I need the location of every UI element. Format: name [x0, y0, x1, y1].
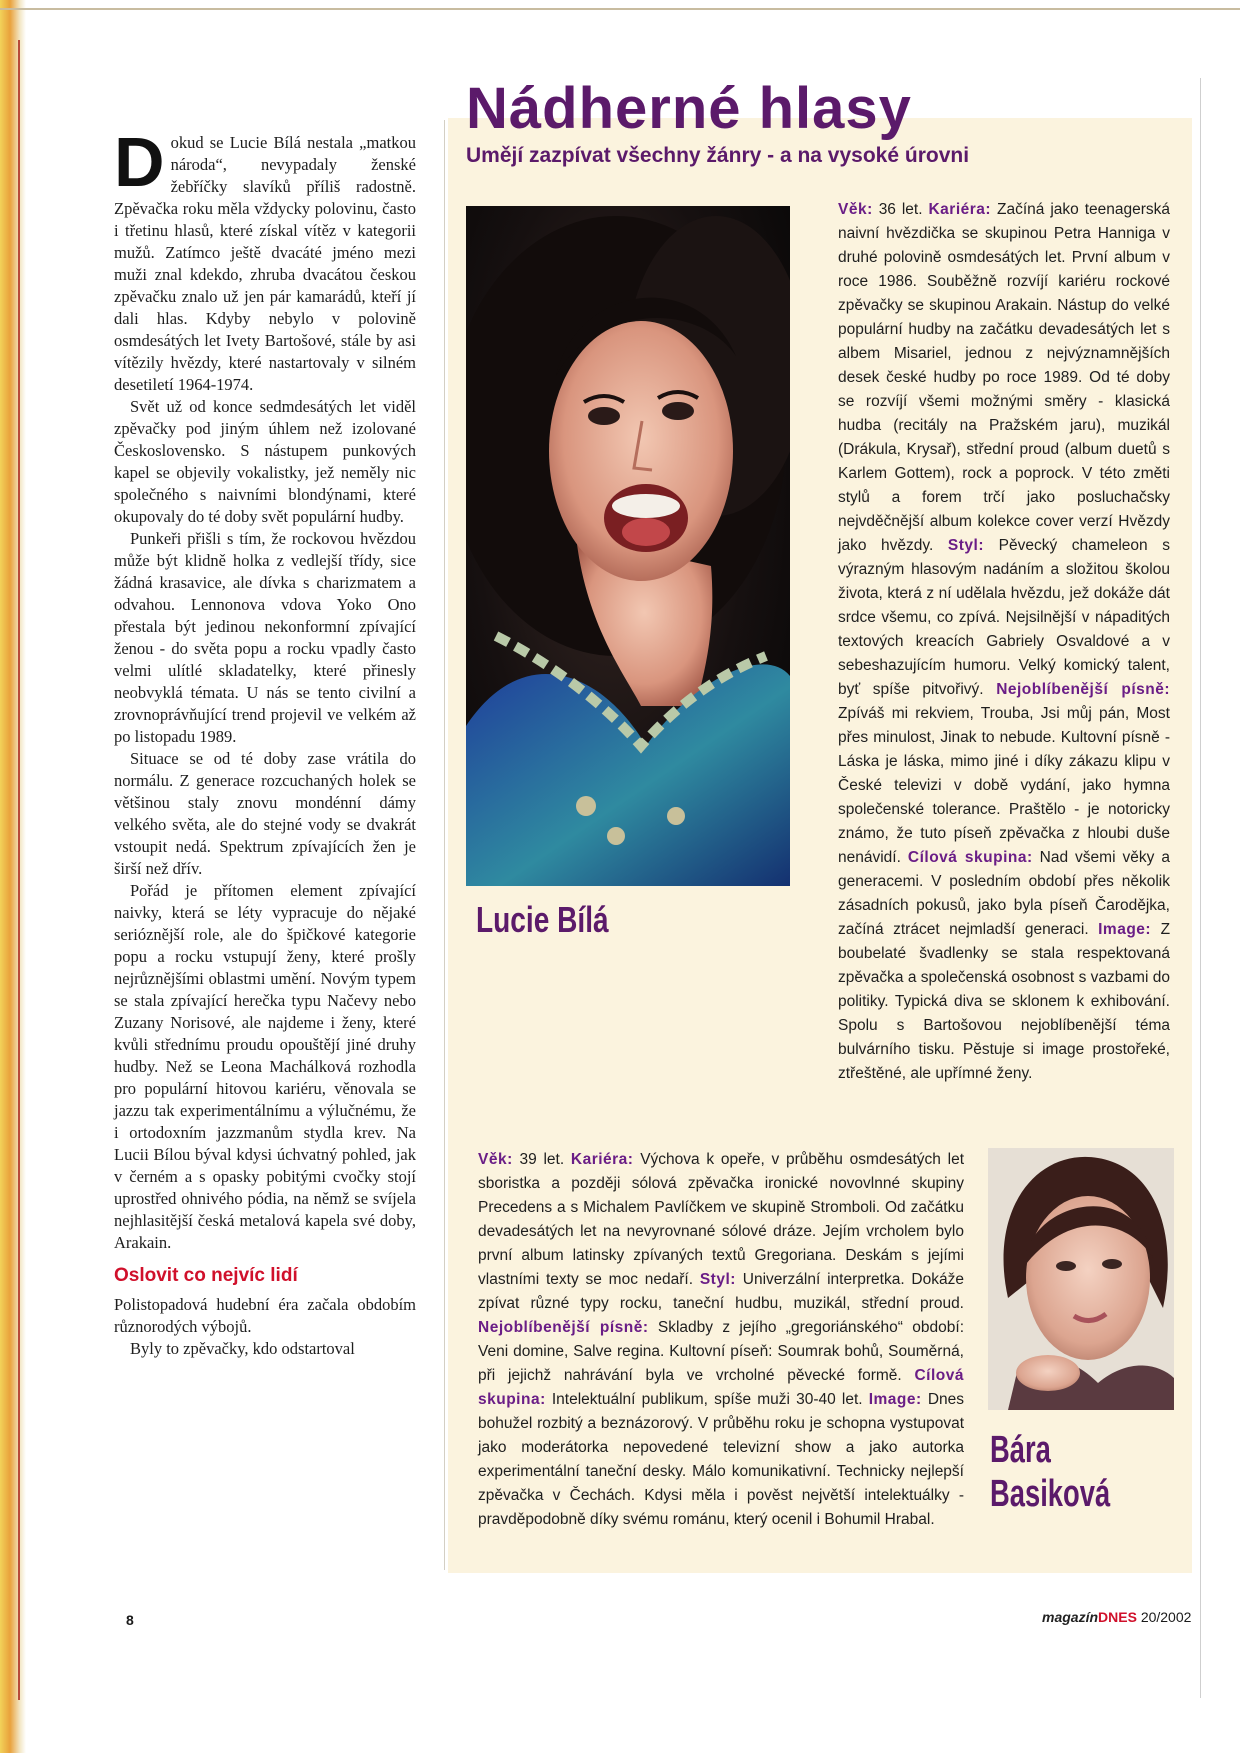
magazine-footer [1042, 1609, 1191, 1625]
artist-name-bara: Bára Basiková [990, 1429, 1111, 1515]
label-image: Image: [868, 1391, 922, 1408]
label-age: Věk: [838, 201, 873, 218]
column-rule [444, 120, 445, 1570]
top-rule [0, 8, 1240, 10]
artist-bio-bara: Věk: 39 let. Kariéra: Výchova k opeře, v průběhu osmdesátých let sboristka a později sólová zpěvačka ironické novovlnné skupiny Precedens a s Michalem Pavlíčkem ve skupině Stromboli. Od začátku devadesátých let na nevyrovnané sólové dráze. Jejím vrcholem bylo první album latinsky zpívaných textů Gregoriana. Deskám s jejími vlastními texty se moc nedaří. Styl: Univerzální interpretka. Dokáže zpívat různé typy rocku, taneční hudbu, muzikál, střední proud. Nejoblíbenější písně: Skladby z jejího „gregoriánského“ období: Veni domine, Salve regina. Kultovní píseň: Soumrak bohů, Souměrná, při jejichž nahrávání byla ve vrcholné pěvecké formě. Cílová skupina: Intelektuální publikum, spíše muži 30-40 let. Image: Dnes bohužel rozbitý a beznázorový. V průběhu roku je schopna vystupovat jako moderátorka nepovedené televizní show a jako autorka experimentální taneční desky. Málo komunikativní. Technicky nejlepší zpěvačka v Čechách. Kdysi měla i pověst největší intelektuálky - pravděpodobně díky svému románu, který ocenil i Bohumil Hrabal. [478, 1151, 965, 1528]
magazine-brand: DNES [1098, 1609, 1137, 1625]
paragraph: Byly to zpěvačky, kdo odstartoval [130, 1339, 355, 1358]
artist-bio-lucie: Věk: 36 let. Kariéra: Začíná jako teenagerská naivní hvězdička se skupinou Petra Hanniga v druhé polovině osmdesátých let. První album v roce 1986. Souběžně rozvíjí kariéru rockové zpěvačky se skupinou Arakain. Nástup do velké populární hudby na začátku devadesátých let s albem Misariel, jednou z nejvýznamnějších desek české hudby po roce 1989. Od té doby se rozvíjí všemi možnými směry - klasická hudba (recitály na Pražském jaru), muzikál (Drákula, Krysař), střední proud (album duetů s Karlem Gottem), rock a poprock. V této změti stylů a forem trčí jako posluchačsky nejvděčnější album kolekce cover verzí Hvězdy jako hvězdy. Styl: Pěvecký chameleon s výrazným hlasovým nadáním a složitou školou života, která z ní udělala hvězdu, jež dokáže dát srdce všemu, co zpívá. Nejsilnější v nápaditých textových kreacích Gabriely Osvaldové a v sebeshazujícím humoru. Velký komický talent, byť spíše pitvořivý. Nejoblíbenější písně: Zpíváš mi rekviem, Trouba, Jsi můj pán, Most přes minulost, Jinak to nebude. Kultovní písně - Láska je láska, mimo jiné i díky zákazu klipu v České televizi v době vydání, jako hymna společenské tolerance. Praštělo - je notoricky známo, že tuto píseň zpěvačka z hloubi duše nenávidí. Cílová skupina: Nad všemi věky a generacemi. V posledním období přes několik zásadních pokusů, jako byla píseň Čarodějka, začíná ztrácet nejmladší generaci. Image: Z boubelaté švadlenky se stala respektovaná zpěvačka a společenská osobnost s vazbami do politiky. Typická diva se sklonem k exhibování. Spolu s Bartošovou nejoblíbenější téma bulvárního tisku. Pěstuje si image prostořeké, ztřeštěné, ale upřímné ženy. [838, 201, 1171, 1082]
label-age: Věk: [478, 1151, 513, 1168]
lucie-bila-photo [466, 206, 790, 886]
dropcap: D [114, 123, 165, 201]
label-career: Kariéra: [928, 201, 992, 218]
paragraph: Situace se od té doby zase vrátila do normálu. Z generace rozcuchaných holek se většinou staly znovu mondénní dámy velkého světa, ale do stejné vody se dvakrát vstoupit nedá. Spektrum zpívajících žen je širší než dřív. [114, 749, 416, 878]
paragraph: Polistopadová hudební éra začala obdobím různorodých výbojů. [114, 1295, 416, 1336]
page-subtitle: Umějí zazpívat všechny žánry - a na vysoké úrovni [466, 144, 970, 167]
artist-name-lucie: Lucie Bílá [476, 899, 609, 940]
magazine-name: magazín [1042, 1609, 1099, 1625]
label-career: Kariéra: [570, 1151, 634, 1168]
issue-number: 20/2002 [1140, 1609, 1192, 1625]
label-style: Styl: [699, 1271, 736, 1288]
paragraph: Svět už od konce sedmdesátých let viděl zpěvačky pod jiným úhlem než izolované Československo. S nástupem punkových kapel se objevily vokalistky, jež neměly nic společného s naivními blondýnami, které okupovaly do té doby svět populární hudby. [114, 397, 416, 526]
singer-illustration [466, 206, 790, 886]
page-edge-strip [0, 0, 26, 1753]
paragraph: Dokud se Lucie Bílá nestala „matkou národa“, nevypadaly ženské žebříčky slavíků příliš radostně. Zpěvačka roku měla vždycky polovinu, často i třetinu hlasů, které získal vítěz v kategorii mužů. Zatímco ještě dvacáté jméno mezi muži znal kdekdo, zhruba dvacátou českou zpěvačku znalo už jen pár kamarádů, kteří jí dali hlas. Kdyby nebylo v polovině osmdesátých let Ivety Bartošové, stále by asi vítězily hvězdy, které nastartovaly v silném desetiletí 1964-1974. [114, 123, 416, 394]
paragraph: Punkeři přišli s tím, že rockovou hvězdou může být klidně holka z vedlejší třídy, sice žádná krasavice, ale dívka s charizmatem a odvahou. Lennonova vdova Yoko Ono přestala být jedinou nekonformní zpívající ženou - do světa popu a rocku vpadly často velmi ulítlé skladatelky, které přinesly neobvyklá témata. U nás se tento civilní a zrovnoprávňující trend projevil ve velkém až po listopadu 1989. [114, 529, 416, 746]
right-margin-rule [1200, 78, 1201, 1698]
article-left-column [114, 123, 416, 1360]
page-title: Nádherné hlasy [466, 76, 912, 141]
paragraph: Pořád je přítomen element zpívající naivky, která se léty vypracuje do nějaké serióznější role, ale do špičkové kategorie popu a rocku vstupují ženy, které prošly nejrůznějšími oblastmi umění. Novým typem se stala zpívající herečka typu Načevy nebo Zuzany Norisové, ale najdeme i ženy, které kvůli střednímu proudu opouštějí jiné druhy hudby. Než se Leona Machálková rozhodla pro populární hitovou kariéru, věnovala se jazzu tak experimentálnímu a výlučnému, že i ortodoxním jazzmanům stydla krev. Na Lucii Bílou býval kdysi úchvatný pohled, jak v černém a s opasky pobitými cvočky stojí uprostřed ohnivého pódia, na němž se svíjela nejhlasitější česká metalová kapela své doby, Arakain. [114, 881, 416, 1252]
label-target: Cílová skupina: [907, 849, 1033, 866]
label-songs: Nejoblíbenější písně: [996, 681, 1171, 698]
bara-basikova-photo [988, 1148, 1174, 1410]
label-image: Image: [1098, 921, 1152, 938]
label-songs: Nejoblíbenější písně: [478, 1319, 649, 1336]
portrait-illustration [988, 1148, 1174, 1410]
label-target: Cílová skupina: [478, 1367, 964, 1408]
label-style: Styl: [947, 537, 985, 554]
page-number: 8 [126, 1612, 134, 1628]
section-subhead: Oslovit co nejvíc lidí [114, 1265, 298, 1286]
